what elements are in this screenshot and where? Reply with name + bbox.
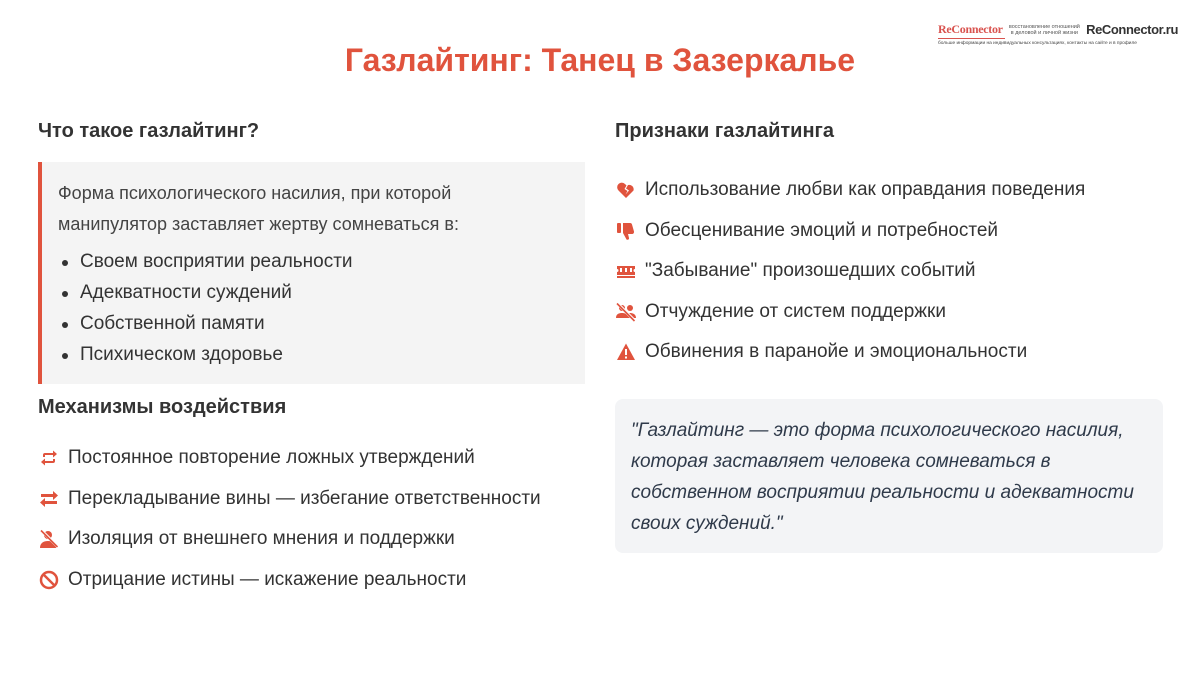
- list-item-text: Обесценивание эмоций и потребностей: [645, 219, 999, 241]
- list-item: [38, 560, 585, 601]
- logo-subline: больше информации на индивидуальных консультациях, контакты на сайте и в профиле: [938, 41, 1137, 46]
- list-item: Адекватности суждений: [58, 277, 565, 308]
- repeat-icon: [38, 447, 60, 469]
- ban-icon: [38, 569, 60, 591]
- logo-site: ReConnector.ru: [1086, 22, 1178, 37]
- list-item: [615, 170, 1163, 211]
- list-item: [38, 519, 585, 560]
- list-item: [615, 211, 1163, 252]
- list-item-text: Использование любви как оправдания поведения: [645, 179, 1086, 201]
- left-column: [38, 116, 585, 600]
- warning-icon: [615, 341, 637, 363]
- list-item-text: Отчуждение от систем поддержки: [645, 300, 946, 322]
- users-slash-icon: [615, 301, 637, 323]
- mechanisms-list: [38, 438, 585, 600]
- user-slash-icon: [38, 528, 60, 550]
- list-item-text: Перекладывание вины — избегание ответственности: [68, 487, 541, 509]
- list-item: Психическом здоровье: [58, 339, 565, 370]
- definition-box: [38, 162, 585, 384]
- quote-box: [615, 399, 1163, 553]
- signs-heading: Признаки газлайтинга: [615, 120, 835, 142]
- list-item: [38, 479, 585, 520]
- signs-list: [615, 170, 1163, 373]
- heart-crack-icon: [615, 179, 637, 201]
- definition-list: [58, 246, 565, 370]
- page-title: Газлайтинг: Танец в Зазеркалье: [344, 42, 856, 78]
- list-item: [615, 332, 1163, 373]
- thumbs-down-icon: [615, 220, 637, 242]
- logo-brand: ReConnector: [938, 22, 1003, 36]
- exchange-arrows-icon: [38, 488, 60, 510]
- definition-text: Форма психологического насилия, при которой манипулятор заставляет жертву сомневаться в:: [58, 183, 459, 234]
- list-item-text: "Забывание" произошедших событий: [645, 260, 976, 282]
- list-item-text: Постоянное повторение ложных утверждений: [68, 447, 475, 469]
- list-item: [615, 292, 1163, 333]
- list-item-text: Изоляция от внешнего мнения и поддержки: [68, 528, 455, 550]
- list-item: Своем восприятии реальности: [58, 246, 565, 277]
- quote-text: "Газлайтинг — это форма психологического насилия, которая заставляет человека сомневаться в собственном восприятии реальности и адекватности своих суждений.": [631, 419, 1134, 534]
- right-column: [615, 116, 1163, 553]
- definition-heading: Что такое газлайтинг?: [38, 120, 260, 142]
- mechanisms-heading: Механизмы воздействия: [38, 396, 287, 418]
- list-item-text: Обвинения в паранойе и эмоциональности: [645, 341, 1028, 363]
- list-item: [38, 438, 585, 479]
- list-item-text: Отрицание истины — искажение реальности: [68, 568, 467, 590]
- memory-icon: [615, 260, 637, 282]
- list-item: [615, 251, 1163, 292]
- list-item: Собственной памяти: [58, 308, 565, 339]
- logo-tagline: восстановление отношений в деловой и личной жизни: [1008, 23, 1080, 36]
